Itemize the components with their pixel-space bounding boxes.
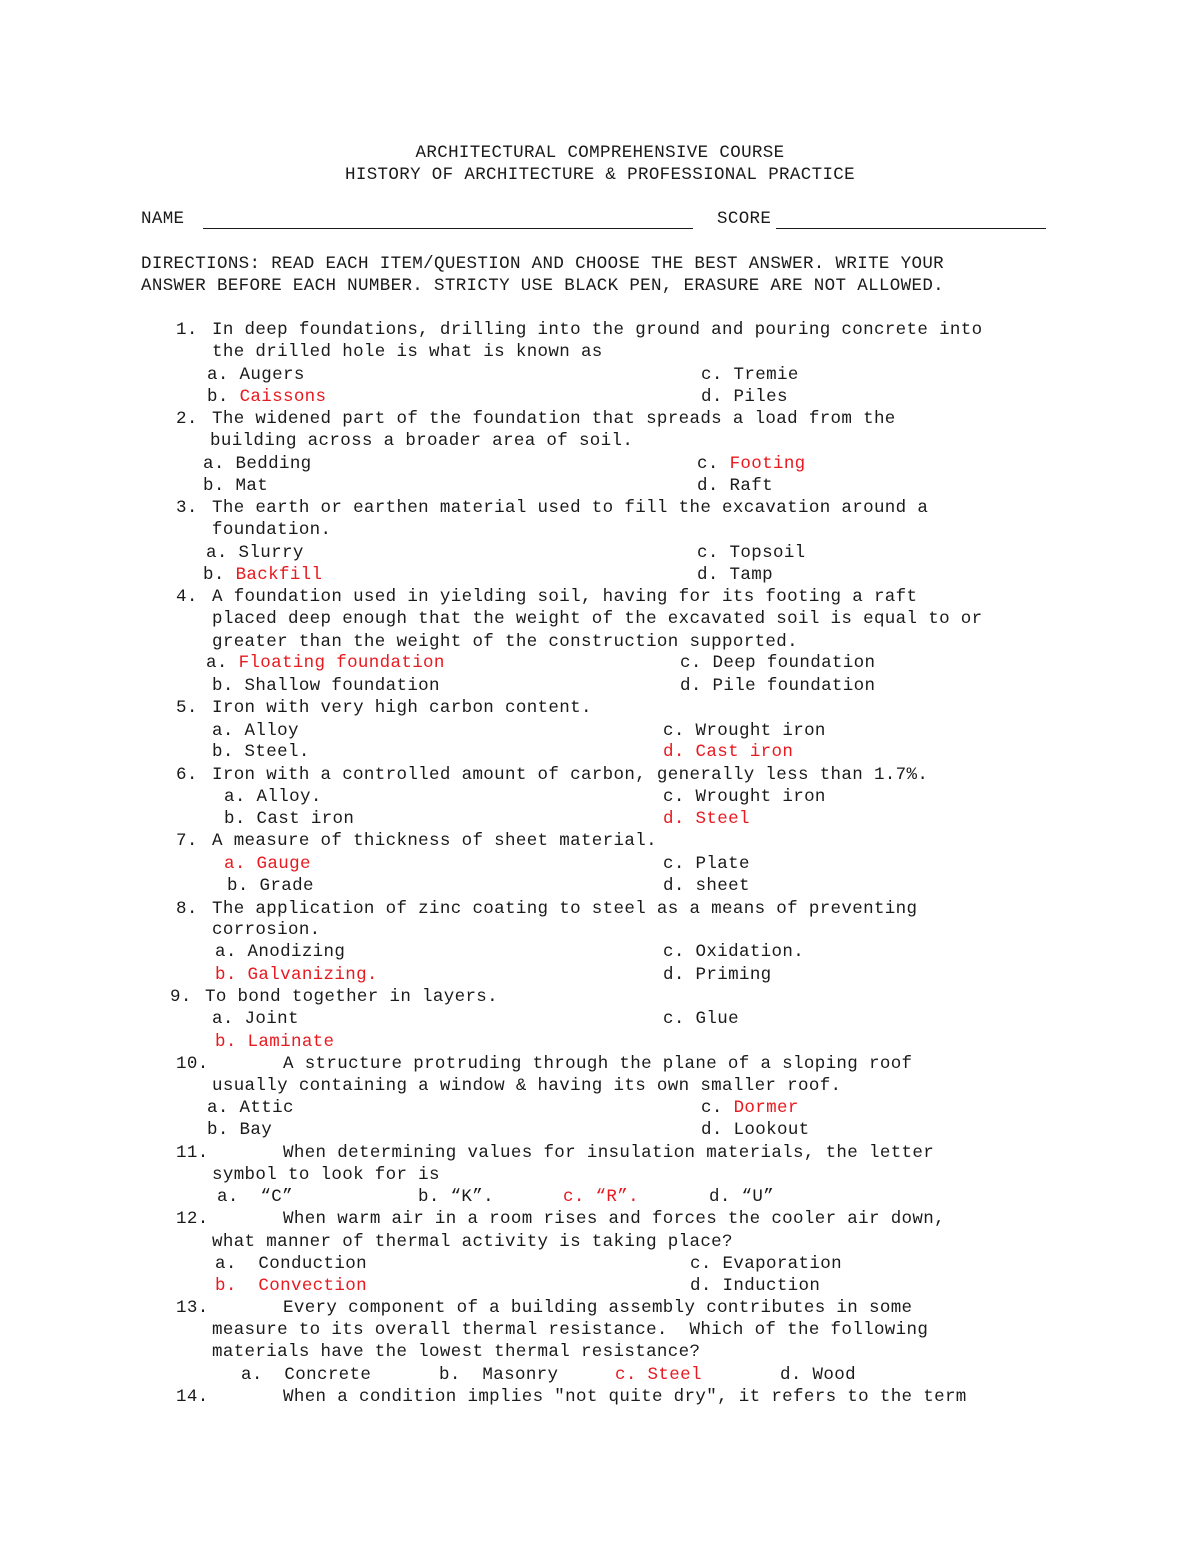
q12-option-c: c. Evaporation: [690, 1254, 842, 1274]
q14-text-line-1: When a condition implies "not quite dry", it refers to the term: [283, 1387, 967, 1407]
q6-number: 6.: [176, 765, 198, 785]
q8-option-a: a. Anodizing: [215, 942, 346, 962]
q8-text-line-1: The application of zinc coating to steel as a means of preventing: [212, 899, 918, 919]
q3-option-c: c. Topsoil: [697, 543, 806, 563]
q8-option-c: c. Oxidation.: [663, 942, 805, 962]
q10-option-c-prefix: c.: [701, 1098, 734, 1118]
q9-text-line-1: To bond together in layers.: [205, 987, 498, 1007]
q10-option-d: d. Lookout: [701, 1120, 810, 1140]
q10-text-line-1: A structure protruding through the plane of a sloping roof: [283, 1054, 913, 1074]
q4-text-line-2: placed deep enough that the weight of the excavated soil is equal to or: [212, 609, 983, 629]
q1-answer: Caissons: [239, 387, 327, 407]
q5-number: 5.: [176, 698, 198, 718]
q13-answer: c. Steel: [615, 1365, 702, 1385]
q1-number: 1.: [176, 320, 198, 340]
q11-option-d: d. “U”: [709, 1187, 775, 1207]
q4-text-line-1: A foundation used in yielding soil, having for its footing a raft: [212, 587, 918, 607]
q4-option-b: b. Shallow foundation: [212, 676, 440, 696]
q1-option-c: c. Tremie: [701, 365, 799, 385]
q4-option-d: d. Pile foundation: [680, 676, 876, 696]
q5-option-b: b. Steel.: [212, 742, 310, 762]
q1-option-b-prefix: b.: [207, 387, 240, 407]
q3-text-line-2: foundation.: [212, 520, 332, 540]
name-field[interactable]: [203, 228, 693, 229]
q5-option-a: a. Alloy: [212, 721, 299, 741]
q10-option-b: b. Bay: [207, 1120, 273, 1140]
q12-option-a: a. Conduction: [215, 1254, 367, 1274]
q2-number: 2.: [176, 409, 198, 429]
q4-text-line-3: greater than the weight of the construction supported.: [212, 632, 798, 652]
q12-text-line-2: what manner of thermal activity is taking place?: [212, 1232, 733, 1252]
q10-answer: Dormer: [733, 1098, 799, 1118]
q3-number: 3.: [176, 498, 198, 518]
q6-answer: d. Steel: [663, 809, 750, 829]
q5-text-line-1: Iron with very high carbon content.: [212, 698, 592, 718]
name-label: NAME: [141, 209, 185, 229]
q8-option-d: d. Priming: [663, 965, 772, 985]
q10-text-line-2: usually containing a window & having its own smaller roof.: [212, 1076, 842, 1096]
directions-line-1: DIRECTIONS: READ EACH ITEM/QUESTION AND CHOOSE THE BEST ANSWER. WRITE YOUR: [141, 254, 945, 274]
q11-option-a: a. “C”: [217, 1187, 293, 1207]
q3-option-a: a. Slurry: [206, 543, 304, 563]
q4-option-c: c. Deep foundation: [680, 653, 876, 673]
q7-answer: a. Gauge: [224, 854, 311, 874]
q13-text-line-1: Every component of a building assembly contributes in some: [283, 1298, 913, 1318]
q1-option-d: d. Piles: [701, 387, 788, 407]
q11-text-line-1: When determining values for insulation materials, the letter: [283, 1143, 935, 1163]
q12-answer: b. Convection: [215, 1276, 367, 1296]
q9-option-c: c. Glue: [663, 1009, 739, 1029]
q6-text-line-1: Iron with a controlled amount of carbon, generally less than 1.7%.: [212, 765, 929, 785]
q6-option-b: b. Cast iron: [224, 809, 355, 829]
q6-option-c: c. Wrought iron: [663, 787, 826, 807]
q2-answer: Footing: [729, 454, 806, 474]
q7-number: 7.: [176, 831, 198, 851]
q10-option-c: [701, 1097, 799, 1119]
q14-number: 14.: [176, 1387, 209, 1407]
q9-answer: b. Laminate: [215, 1032, 335, 1052]
q9-option-a: a. Joint: [212, 1009, 299, 1029]
q5-answer: d. Cast iron: [663, 742, 794, 762]
score-label: SCORE: [717, 209, 772, 229]
q13-text-line-3: materials have the lowest thermal resistance?: [212, 1342, 701, 1362]
q2-option-c-prefix: c.: [697, 454, 730, 474]
q3-option-d: d. Tamp: [697, 565, 773, 585]
q9-number: 9.: [170, 987, 192, 1007]
q8-answer: b. Galvanizing.: [215, 965, 378, 985]
q10-option-a: a. Attic: [207, 1098, 294, 1118]
q2-text-line-1: The widened part of the foundation that spreads a load from the: [212, 409, 896, 429]
q4-option-a-prefix: a.: [206, 653, 239, 673]
q2-option-b: b. Mat: [203, 476, 269, 496]
q13-number: 13.: [176, 1298, 209, 1318]
q7-text-line-1: A measure of thickness of sheet material.: [212, 831, 657, 851]
q10-number: 10.: [176, 1054, 209, 1074]
q11-number: 11.: [176, 1143, 209, 1163]
title-line-2: HISTORY OF ARCHITECTURE & PROFESSIONAL PRACTICE: [344, 165, 856, 185]
q3-answer: Backfill: [235, 565, 323, 585]
q11-option-b: b. “K”.: [418, 1187, 494, 1207]
q6-option-a: a. Alloy.: [224, 787, 322, 807]
q8-text-line-2: corrosion.: [212, 920, 321, 940]
q2-option-c: [697, 453, 806, 475]
q1-text-line-1: In deep foundations, drilling into the ground and pouring concrete into: [212, 320, 983, 340]
q13-option-a: a. Concrete: [241, 1365, 372, 1385]
q13-option-b: b. Masonry: [439, 1365, 559, 1385]
q5-option-c: c. Wrought iron: [663, 721, 826, 741]
title-line-1: ARCHITECTURAL COMPREHENSIVE COURSE: [415, 143, 785, 163]
q3-text-line-1: The earth or earthen material used to fill the excavation around a: [212, 498, 929, 518]
q11-answer: c. “R”.: [563, 1187, 639, 1207]
directions-line-2: ANSWER BEFORE EACH NUMBER. STRICTY USE BLACK PEN, ERASURE ARE NOT ALLOWED.: [141, 276, 945, 296]
q2-text-line-2: building across a broader area of soil.: [210, 431, 634, 451]
q12-text-line-1: When warm air in a room rises and forces the cooler air down,: [283, 1209, 945, 1229]
q11-text-line-2: symbol to look for is: [212, 1165, 440, 1185]
q13-option-d: d. Wood: [780, 1365, 856, 1385]
q2-option-a: a. Bedding: [203, 454, 312, 474]
q12-option-d: d. Induction: [690, 1276, 821, 1296]
q2-option-d: d. Raft: [697, 476, 773, 496]
q8-number: 8.: [176, 899, 198, 919]
q12-number: 12.: [176, 1209, 209, 1229]
q1-option-a: a. Augers: [207, 365, 305, 385]
score-field[interactable]: [776, 228, 1046, 229]
q1-text-line-2: the drilled hole is what is known as: [212, 342, 603, 362]
q4-number: 4.: [176, 587, 198, 607]
q7-option-d: d. sheet: [663, 876, 750, 896]
q3-option-b: [203, 564, 322, 586]
q7-option-b: b. Grade: [227, 876, 314, 896]
q7-option-c: c. Plate: [663, 854, 750, 874]
q13-text-line-2: measure to its overall thermal resistance. Which of the following: [212, 1320, 929, 1340]
q4-answer: Floating foundation: [238, 653, 445, 673]
q3-option-b-prefix: b.: [203, 565, 236, 585]
q1-option-b: [207, 386, 326, 408]
q4-option-a: [206, 652, 445, 674]
